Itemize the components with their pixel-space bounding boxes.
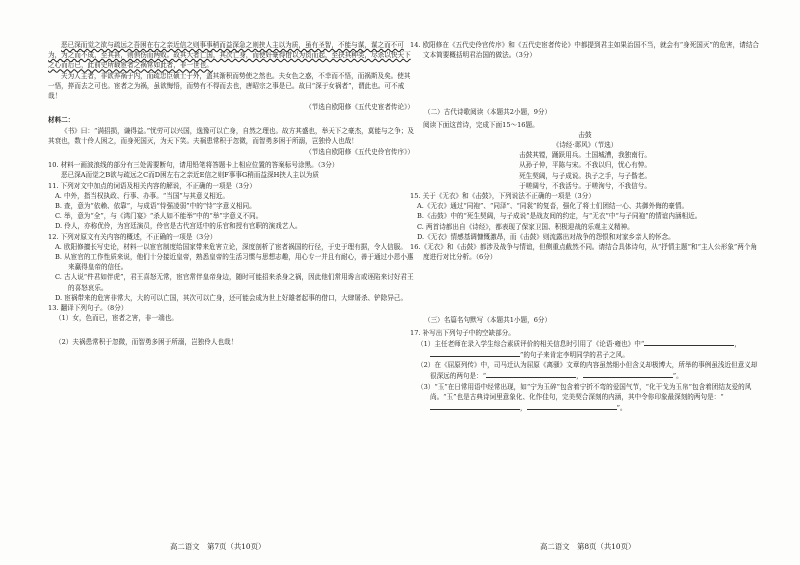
q11-option-a: A. 中外，指当权执政、行事、办事。“当国”与其意义相近。 [55, 191, 229, 200]
q13-item2: （2）夫祸患常积于忽微，而智勇多困于所溺，岂独伶人也哉！ [55, 338, 238, 347]
source1: （节选自欧阳修《五代史宦者传论》） [305, 103, 414, 112]
q11-option-d: D. 伶人，亦称优伶，为宫廷演员，伶官是古代宫廷中的乐官和授有官职的演戏艺人。 [55, 222, 302, 231]
q10-text: 恶已深A而觉之B欲与疏远之C而D困左右之亲近E信之则F事事G稍而益深H挟人主以为质 [61, 171, 319, 180]
right-footer: 高二语文 第8页（共10页） [540, 542, 636, 551]
section2-heading: （二）古代诗歌阅读（本题共2小题，9分） [424, 108, 552, 117]
answer-blank[interactable] [644, 338, 734, 346]
q17: 17. 补写出下列句子中的空缺部分。 [410, 328, 515, 337]
poem-line: 死生契阔，与子成说。执子之手，与子偕老。 [519, 171, 651, 180]
section2-intro: 阅读下面这首诗，完成下面15～16题。 [423, 120, 539, 129]
q12-option-c: C. 古人说“件君如伴虎”，君王喜怒无常，宦官常伴皇帝身边，随时可能招来杀身之祸，因此他们常用谗言或诬陷来讨好君王的喜怒哀乐。 [55, 273, 414, 292]
right-page [410, 40, 760, 413]
q16: 16.《无衣》和《击鼓》都涉及战争与情谊，但侧重点截然不同。请结合具体诗句，从“抒情主题”和“主人公形象”两个角度进行对比分析。（6分） [410, 243, 758, 262]
answer-blank[interactable] [527, 402, 617, 410]
q11-option-b: B. 查，意为“依赖、依靠”，与成语“恃强凌弱”中的“恃”字意义相同。 [55, 202, 256, 211]
q17-item2: （2）在《屈原列传》中，司马迁认为屈原《离骚》文章的内容虽然细小但含义却极博大，所举的事例虽浅近但意义却很深远的两句是：“ ， ”。 [417, 361, 758, 381]
q15-option-d: D.《无衣》情感基调慷慨激昂，而《击鼓》则流露出对战争的怨恨和对家乡亲人的怀念。 [417, 232, 675, 241]
answer-blank[interactable] [430, 349, 520, 357]
q14: 14. 欧阳修在《五代史伶官传序》和《五代史宦者传论》中都提到君主如果治国不当，就会有“身死国灭”的危害，请结合文本简要概括明君治国的做法。（3分） [410, 41, 760, 60]
q17-item1: （1）主任老师在录入学生综合素质评价的相关信息时引用了《论语·雍也》中“ ，”的句子来肯定李明同学的君子之风。 [417, 339, 741, 360]
answer-blank[interactable] [583, 370, 673, 378]
answer-blank[interactable] [486, 370, 576, 378]
section3-heading: （三）名篇名句默写（本题共1小题，6分） [424, 316, 552, 325]
q15-option-c: C. 两首诗都出自《诗经》，都表现了保家卫国、积极迎战的乐观主义精神。 [417, 222, 634, 231]
material2-title: 材料二： [48, 116, 75, 125]
q15: 15. 关于《无衣》和《击鼓》，下列说法不正确的一项是（3分） [410, 192, 595, 201]
q11-option-c: C. 举，意为“全”，与《鸿门宴》“杀人如不能举”中的“举”字意义不同。 [55, 212, 263, 221]
answer-blank[interactable] [430, 402, 520, 410]
left-page [48, 40, 414, 348]
poem-line: 从孙子仲，平陈与宋。不我以归，忧心有忡。 [519, 161, 651, 170]
q12: 12. 下列对原文有关内容的概述，不正确的一项是（3分） [48, 232, 217, 241]
left-footer: 高二语文 第7页（共10页） [170, 542, 266, 551]
q11: 11. 下列对文中加点的词语及相关内容的解说，不正确的一项是（3分） [48, 181, 256, 190]
passage1-para1: 恶已深而觉之欲与疏远之吾困在右之亲近信之则事事稍而益深急之则挟人主以为质，虽有圣智，不能与谋，谋之而不可为，为之而不成，至其甚，则俱伤而两败。故其大者亡国，其次亡身，而使奸豪得借以为资而起，至抉其种类，尽杀以快天下之心而后已，此前史所载宦者之祸常如此者，非一世也。 [48, 41, 411, 70]
q10: 10. 材料一画波浪线的部分有三处需要断句，请用铅笔将答题卡上相应位置的答案标号涂黑。（3分） [48, 161, 339, 170]
q12-option-b: B. 从宦官的工作性质来说，他们十分接近皇帝，熟悉皇帝的生活习惯与思想志趣，用心专一并且有耐心，善于通过小恩小惠来赢得皇帝的信任。 [55, 253, 414, 272]
poem-line: 击鼓其镗，踊跃用兵。土国城漕，我独南行。 [519, 151, 651, 160]
q15-option-a: A.《无衣》通过“同袍”、“同泽”、“同裳”的复沓，强化了将士们团结一心、共御外侮的豪情。 [417, 202, 689, 211]
source2: （节选自欧阳修《五代史伶官传序》） [305, 148, 414, 157]
poem-line: 于嗟阔兮，不我活兮。于嗟洵兮，不我信兮。 [519, 181, 651, 190]
q15-option-b: B.《击鼓》中的“死生契阔，与子成说”是战友间的约定，与“无衣”中“与子同袍”的情谊内涵相近。 [417, 212, 702, 221]
poem-subtitle: 《诗经·邶风》（节选） [552, 141, 618, 150]
poem-title: 击鼓 [578, 130, 592, 139]
q12-option-d: D. 宦祸带来的危害非常大，大的可以亡国，其次可以亡身，还可能会成为世上好雄者起事的借口，大肆屠杀、铲除异己。 [55, 293, 408, 302]
q12-option-a: A. 欧阳修擅长写史论，材料一以宦官制度给国家带来危害立论，深度剖析了宦者祸国的行径，于史于理有据，令人信服。 [55, 242, 407, 251]
q13: 13. 翻译下列句子。（8分） [48, 304, 128, 313]
q17-item3: （3）“玉”在日常用语中经常出现，如“宁为玉碎”包含着宁折不弯的爱国气节，“化干戈为玉帛”包含着团结友爱的风尚。“玉”也是古典诗词里意象化、化作佳句，完美契合深刻的内涵，其中令你印象最深刻的两句是：“， ”。 [417, 382, 752, 413]
passage1-para2: 夫为人主者，非欲养祸于内，而疏忠臣硕士于外，盖其渐积而势使之然也。夫女色之惑，不幸而不悟，而祸斯及矣。使其一悟，捽而去之可也。宦者之为祸，虽欲悔悟，而势有不得而去也，唐昭宗之事是已。故曰“深于女祸者”，谓此也。可不戒哉！ [48, 71, 411, 101]
passage2: 《书》曰：“满招损，谦得益。”忧劳可以兴国，逸豫可以亡身，自然之理也。故方其盛也，举天下之豪杰，莫能与之争；及其衰也，数十伶人困之，而身死国灭，为天下笑。夫祸患常积于忽微，而智勇多困于所溺，岂独伶人也哉！ [48, 126, 414, 145]
q13-item1: （1）女，色而已，宦者之害，非一端也。 [55, 314, 178, 323]
